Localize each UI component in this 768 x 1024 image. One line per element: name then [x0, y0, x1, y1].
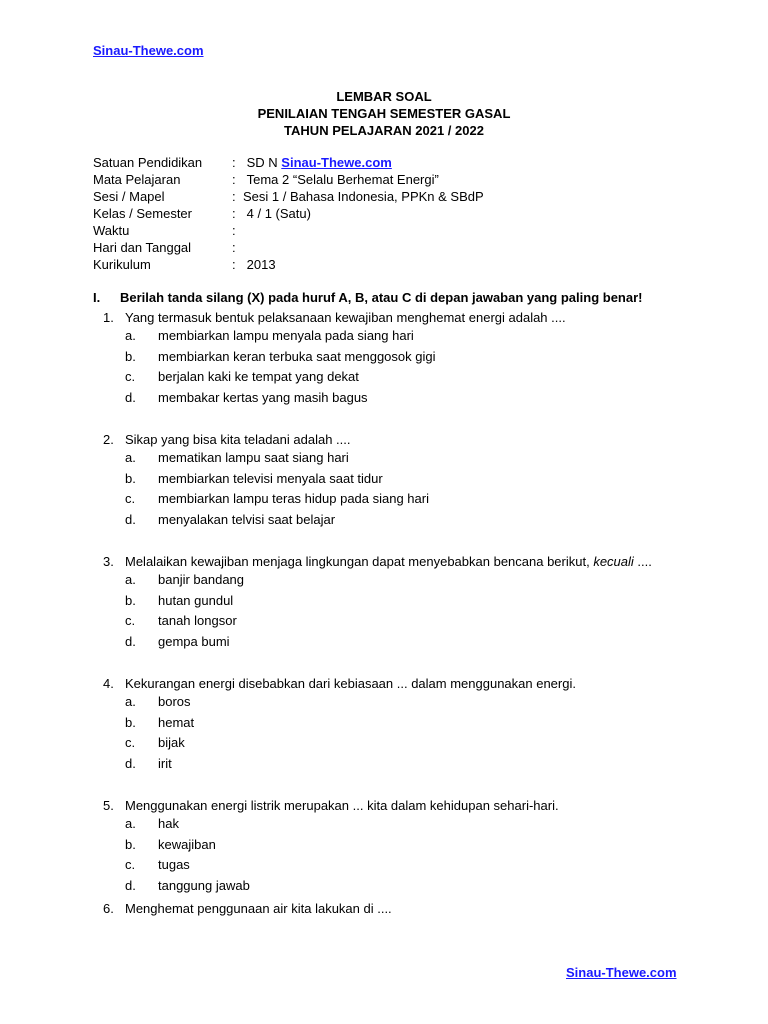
info-value: Sesi 1 / Bahasa Indonesia, PPKn & SBdP [243, 189, 484, 204]
option-text: banjir bandang [158, 572, 245, 587]
option-text: tugas [158, 857, 190, 872]
question-number: 4. [103, 676, 114, 691]
option[interactable] [0, 855, 768, 876]
question-number: 2. [103, 432, 114, 447]
instruction-text: Berilah tanda silang (X) pada huruf A, B, atau C di depan jawaban yang paling benar! [120, 290, 643, 305]
info-row: Kurikulum : 2013 [93, 257, 276, 272]
option-letter: a. [125, 816, 136, 831]
option[interactable] [0, 448, 768, 469]
option-letter: c. [125, 857, 136, 872]
option-text: mematikan lampu saat siang hari [158, 450, 349, 465]
title-line-2: PENILAIAN TENGAH SEMESTER GASAL [257, 106, 511, 121]
option-text: membiarkan lampu menyala pada siang hari [158, 328, 414, 343]
option[interactable] [0, 510, 768, 531]
option[interactable] [0, 632, 768, 653]
option-letter: d. [125, 633, 136, 649]
option-letter: c. [125, 613, 136, 628]
option[interactable] [0, 876, 768, 897]
header-link[interactable]: Sinau-Thewe.com [93, 43, 204, 58]
question-text: Menghemat penggunaan air kita lakukan di .... [125, 901, 392, 916]
option[interactable] [0, 754, 768, 775]
info-label: Satuan Pendidikan [93, 155, 203, 170]
section-number: I. [93, 290, 101, 305]
option-letter: a. [125, 694, 136, 709]
question-text: Melalaikan kewajiban menjaga lingkungan dapat menyebabkan bencana berikut, kecuali .... [125, 554, 652, 569]
option[interactable] [0, 469, 768, 490]
option-letter: c. [125, 735, 136, 750]
option-text: kewajiban [158, 836, 216, 852]
info-value: 4 / 1 (Satu) [246, 206, 311, 221]
option-letter: a. [125, 450, 136, 465]
option-letter: c. [125, 491, 136, 506]
instruction [93, 290, 642, 305]
question-5 [0, 797, 768, 896]
option-letter: b. [125, 592, 136, 608]
info-value: Tema 2 “Selalu Berhemat Energi” [246, 172, 439, 187]
question-2 [0, 431, 768, 530]
option-letter: d. [125, 755, 136, 771]
footer-link[interactable]: Sinau-Thewe.com [566, 965, 677, 980]
info-row: Mata Pelajaran : Tema 2 “Selalu Berhemat Energi” [93, 172, 439, 187]
option-letter: c. [125, 369, 136, 384]
info-label: Mata Pelajaran [93, 172, 181, 187]
option[interactable] [0, 388, 768, 409]
info-row: Hari dan Tanggal : [93, 240, 236, 255]
question-number: 5. [103, 798, 114, 813]
info-label: Kelas / Semester [93, 206, 192, 221]
option-text: membiarkan televisi menyala saat tidur [158, 470, 383, 486]
option-text: membiarkan lampu teras hidup pada siang hari [158, 491, 429, 506]
option-letter: a. [125, 328, 136, 343]
option-text: boros [158, 694, 191, 709]
question-3 [0, 553, 768, 652]
option-text: tanah longsor [158, 613, 237, 628]
question-text: Kekurangan energi disebabkan dari kebiasaan ... dalam menggunakan energi. [125, 676, 576, 691]
info-label: Hari dan Tanggal [93, 240, 192, 255]
question-6 [0, 900, 768, 917]
question-1 [0, 309, 768, 408]
option[interactable] [0, 611, 768, 632]
school-link[interactable]: Sinau-Thewe.com [281, 155, 392, 170]
info-row: Sesi / Mapel : Sesi 1 / Bahasa Indonesia, PPKn & SBdP [93, 189, 484, 204]
question-emphasis: kecuali [593, 554, 634, 569]
option[interactable] [0, 814, 768, 835]
question-number: 3. [103, 554, 114, 569]
question-text: Sikap yang bisa kita teladani adalah .... [125, 432, 351, 447]
question-4 [0, 675, 768, 774]
option[interactable] [0, 692, 768, 713]
option-letter: b. [125, 470, 136, 486]
option[interactable] [0, 489, 768, 510]
title-line-3: TAHUN PELAJARAN 2021 / 2022 [284, 123, 484, 138]
document-title [0, 88, 768, 139]
option-letter: a. [125, 572, 136, 587]
info-table [93, 154, 484, 273]
option-text: bijak [158, 735, 185, 750]
option-text: membakar kertas yang masih bagus [158, 389, 368, 405]
option-text: membiarkan keran terbuka saat menggosok gigi [158, 348, 436, 364]
option-text: hemat [158, 714, 195, 730]
option-text: menyalakan telvisi saat belajar [158, 511, 336, 527]
question-text: Menggunakan energi listrik merupakan ... kita dalam kehidupan sehari-hari. [125, 798, 559, 813]
info-value: 2013 [246, 257, 276, 272]
option-letter: d. [125, 877, 136, 893]
info-value: SD N Sinau-Thewe.com [246, 155, 392, 170]
info-row: Satuan Pendidikan : SD N Sinau-Thewe.com [93, 155, 392, 170]
info-label: Waktu [93, 223, 130, 238]
option-text: tanggung jawab [158, 877, 250, 893]
option-text: hutan gundul [158, 592, 234, 608]
question-number: 6. [103, 901, 114, 916]
option-letter: d. [125, 511, 136, 527]
option-text: berjalan kaki ke tempat yang dekat [158, 369, 359, 384]
option[interactable] [0, 713, 768, 734]
option-text: hak [158, 816, 179, 831]
info-row: Waktu : [93, 223, 236, 238]
option[interactable] [0, 347, 768, 368]
option[interactable] [0, 326, 768, 347]
option-letter: b. [125, 714, 136, 730]
info-label: Kurikulum [93, 257, 151, 272]
info-row: Kelas / Semester : 4 / 1 (Satu) [93, 206, 311, 221]
question-text: Yang termasuk bentuk pelaksanaan kewajiban menghemat energi adalah .... [125, 310, 566, 325]
title-line-1: LEMBAR SOAL [336, 89, 432, 104]
option[interactable] [0, 591, 768, 612]
option-letter: b. [125, 836, 136, 852]
option-letter: d. [125, 389, 136, 405]
option[interactable] [0, 570, 768, 591]
option-text: gempa bumi [158, 633, 230, 649]
option[interactable] [0, 733, 768, 754]
option[interactable] [0, 835, 768, 856]
option[interactable] [0, 367, 768, 388]
question-number: 1. [103, 310, 114, 325]
option-letter: b. [125, 348, 136, 364]
info-label: Sesi / Mapel [93, 189, 165, 204]
option-text: irit [158, 755, 172, 771]
